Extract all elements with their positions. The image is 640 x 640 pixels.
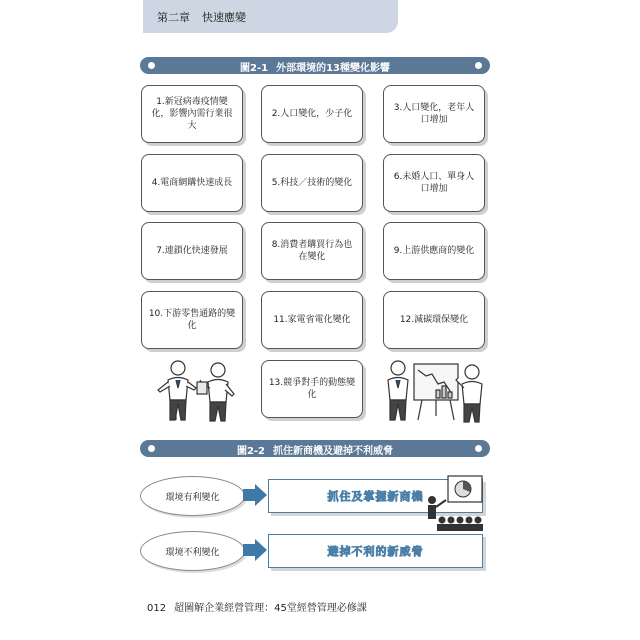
- favorable-change-oval: 環境有利變化: [140, 476, 245, 516]
- bullet-icon: [475, 445, 482, 452]
- change-card-11: 11.家電省電化變化: [261, 291, 363, 349]
- change-card-12: 12.減碳環保變化: [383, 291, 485, 349]
- chapter-tab: [143, 0, 398, 33]
- change-card-6: 6.未婚人口、單身人口增加: [383, 154, 485, 212]
- figure-1-title-bar: [140, 57, 490, 74]
- change-card-1: 1.新冠病毒疫情變化，影響內需行業很大: [141, 85, 243, 143]
- figure-2-number: 圖2-2: [236, 446, 266, 457]
- opportunity-text: 抓住及掌握新商機: [327, 490, 424, 503]
- threat-box: [268, 534, 483, 568]
- book-title: 超圖解企業經營管理：45堂經營管理必修課: [174, 603, 367, 614]
- chapter-number: 第二章: [157, 11, 190, 24]
- seminar-audience-illustration: [420, 474, 490, 532]
- arrow-right-icon: [243, 484, 267, 506]
- figure-2-title-bar: [140, 440, 490, 457]
- presentation-chart-illustration: [378, 356, 488, 424]
- change-card-8: 8.消費者購買行為也在變化: [261, 222, 363, 280]
- page-number: 012: [147, 603, 167, 614]
- figure-1-title: 外部環境的13種變化影響: [276, 63, 390, 74]
- change-card-10: 10.下游零售通路的變化: [141, 291, 243, 349]
- change-card-2: 2.人口變化，少子化: [261, 85, 363, 143]
- change-card-9: 9.上游供應商的變化: [383, 222, 485, 280]
- change-card-7: 7.連鎖化快速發展: [141, 222, 243, 280]
- unfavorable-change-oval: 環境不利變化: [140, 531, 245, 571]
- figure-2-title: 抓住新商機及避掉不利威脅: [273, 446, 394, 457]
- change-card-4: 4.電商網購快速成長: [141, 154, 243, 212]
- threat-text: 避掉不利的新威脅: [327, 545, 424, 558]
- page-footer: [147, 599, 367, 614]
- chapter-title: 快速應變: [202, 11, 246, 24]
- change-card-13: 13.競爭對手的動態變化: [261, 360, 363, 418]
- bullet-icon: [475, 62, 482, 69]
- businessmen-talking-illustration: [150, 358, 250, 424]
- chapter-heading: [157, 9, 258, 25]
- change-card-5: 5.科技／技術的變化: [261, 154, 363, 212]
- figure-1-number: 圖2-1: [240, 63, 269, 74]
- change-card-3: 3.人口變化，老年人口增加: [383, 85, 485, 143]
- arrow-right-icon: [243, 539, 267, 561]
